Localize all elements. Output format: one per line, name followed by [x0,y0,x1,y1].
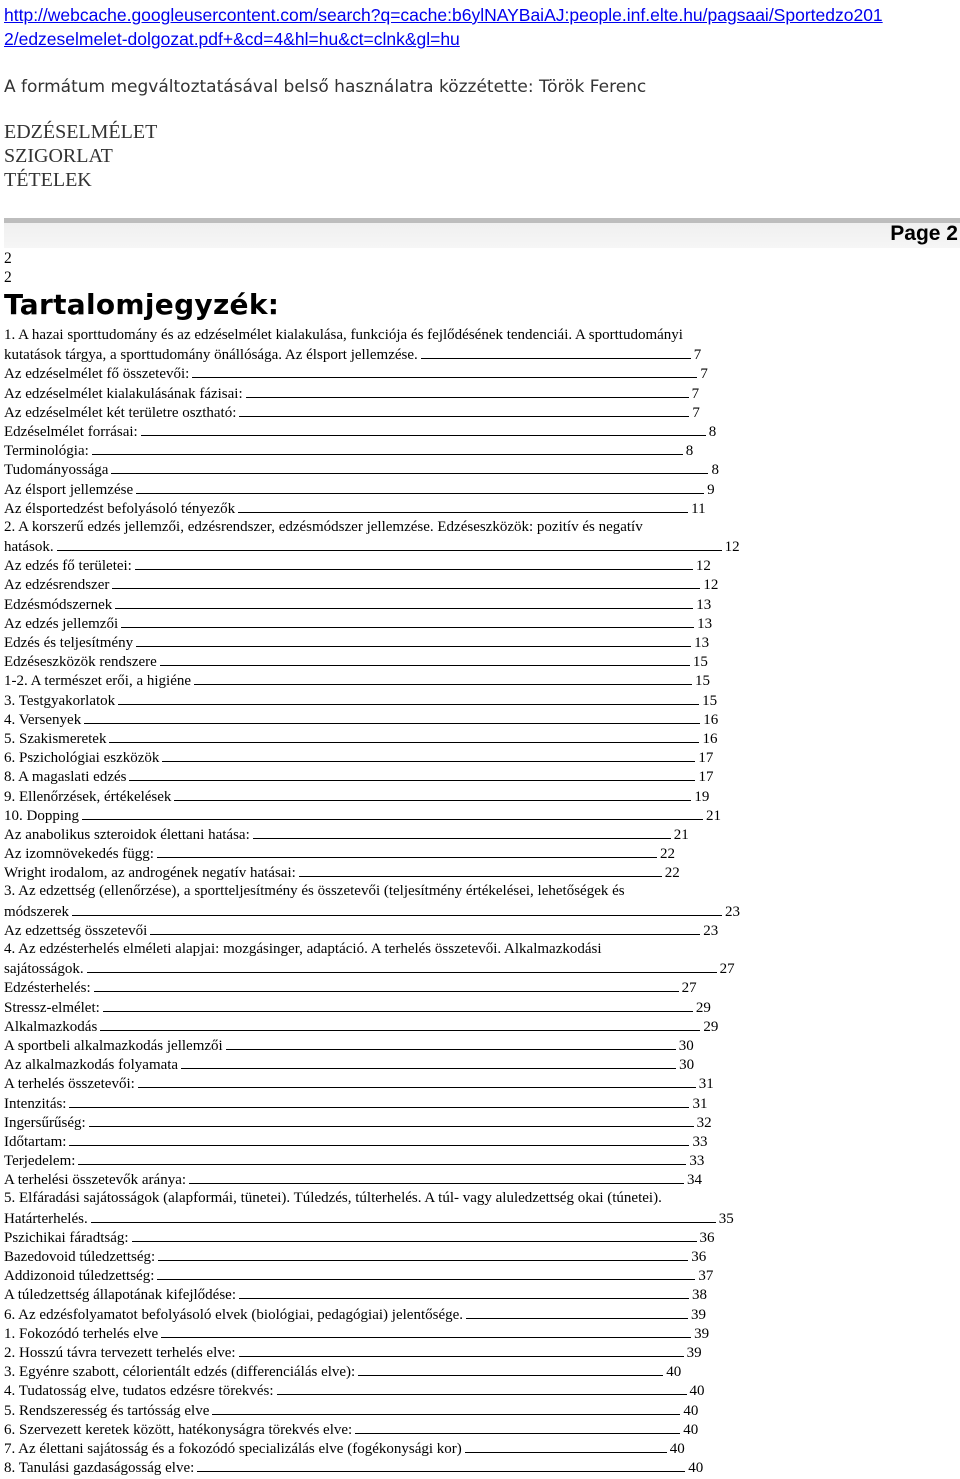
toc-entry-title: kutatások tárgya, a sporttudomány önállósága. Az élsport jellemzése. [4,347,418,364]
toc-page-number: 31 [698,1076,714,1093]
toc-leader-line [132,1228,697,1242]
toc-entry[interactable] [4,1113,754,1132]
toc-entry-title: Terminológia: [4,443,89,460]
toc-leader-line [466,1305,688,1319]
page-label: Page 2 [890,222,958,245]
page-number: 2 [4,250,12,267]
toc-entry-title: 3. Egyénre szabott, célorientált edzés (differenciálás elve): [4,1364,356,1381]
page-separator [4,218,960,248]
toc-entry-title: Alkalmazkodás [4,1018,98,1035]
toc-entry[interactable] [4,959,754,978]
toc-page-number: 8 [685,443,694,460]
toc-leader-line [162,748,695,762]
toc-page-number: 40 [666,1364,682,1381]
toc-page-number: 8 [708,423,717,440]
toc-leader-line [238,499,688,513]
toc-page-number: 32 [696,1114,712,1131]
toc-page-number: 9 [707,481,715,498]
toc-leader-line [194,671,692,685]
toc-leader-line [161,1324,691,1338]
toc-entry-title: hatások. [4,539,54,556]
toc-entry-title: 8. A magaslati edzés [4,769,127,786]
toc-entry-title: 4. Versenyek [4,711,82,728]
toc-page-number: 23 [724,903,740,920]
toc-page-number: 33 [689,1153,705,1170]
toc-entry[interactable] [4,633,754,652]
toc-entry[interactable] [4,1036,754,1055]
toc-entry[interactable] [4,1285,754,1304]
toc-page-number: 29 [703,1018,719,1035]
toc-page-number: 40 [683,1421,699,1438]
toc-entry-title: Ingersűrűség: [4,1114,86,1131]
toc-entry-title: Határterhelés. [4,1210,88,1227]
toc-page-number: 34 [687,1172,703,1189]
toc-entry[interactable] [4,595,754,614]
toc-entry-title: 10. Dopping [4,807,79,824]
toc-page-number: 35 [718,1210,734,1227]
toc-entry-title: Addizonoid túledzettség: [4,1268,155,1285]
toc-leader-line [69,1132,689,1146]
toc-entry-continued[interactable] [4,326,754,345]
toc-entry-title: sajátosságok. [4,961,84,978]
toc-page-number: 39 [694,1325,710,1342]
toc-entry-title: 3. Testgyakorlatok [4,692,116,709]
toc-entry[interactable] [4,1420,754,1439]
toc-entry[interactable] [4,1170,754,1189]
toc-entry-title: Az élsport jellemzése [4,481,134,498]
toc-leader-line [141,422,706,436]
toc-entry-title: Az alkalmazkodás folyamata [4,1057,179,1074]
toc-entry[interactable] [4,1305,754,1324]
toc-entry-title: 6. Szervezett keretek között, hatékonyságra törekvés elve: [4,1421,353,1438]
toc-leader-line [121,614,694,628]
toc-leader-line [212,1401,680,1415]
toc-page-number: 36 [699,1229,715,1246]
toc-entry-title: Az élsportedzést befolyásoló tényezők [4,500,236,517]
toc-leader-line [192,364,697,378]
document-title-line: TÉTELEK [4,169,92,191]
toc-entry-title: 2. A korszerű edzés jellemzői, edzésrendszer, edzésmódszer jellemzése. Edzéseszközök: pozitív és negatív [4,518,643,535]
toc-entry-title: Az edzés jellemzői [4,615,119,632]
toc-page-number: 38 [692,1287,708,1304]
page-number: 2 [4,269,12,286]
toc-leader-line [94,978,679,992]
toc-entry[interactable] [4,345,754,364]
toc-entry[interactable] [4,1458,754,1477]
toc-entry-title: Az edzéselmélet kialakulásának fázisai: [4,385,243,402]
toc-page-number: 21 [673,826,689,843]
toc-entry[interactable] [4,652,754,671]
toc-leader-line [355,1420,680,1434]
toc-entry-title: 3. Az edzettség (ellenőrzése), a sportteljesítmény és összetevői (teljesítmény értékelései, lehetőségek és [4,883,625,900]
toc-entry-title: A terhelési összetevők aránya: [4,1172,187,1189]
toc-leader-line [103,998,693,1012]
toc-entry-title: módszerek [4,903,69,920]
toc-page-number: 22 [659,846,675,863]
toc-leader-line [111,460,708,474]
toc-entry[interactable] [4,921,754,940]
toc-entry-title: Wright irodalom, az androgének negatív hatásai: [4,865,296,882]
toc-leader-line [239,1343,684,1357]
toc-page-number: 40 [689,1383,705,1400]
toc-page-number: 31 [692,1095,708,1112]
toc-page-number: 7 [700,366,708,383]
toc-entry[interactable] [4,825,754,844]
toc-leader-line [87,959,717,973]
document-title-line: SZIGORLAT [4,145,113,167]
toc-leader-line [246,384,689,398]
toc-entry[interactable] [4,671,754,690]
toc-leader-line [189,1170,684,1184]
toc-entry[interactable] [4,1362,754,1381]
toc-leader-line [299,863,662,877]
toc-entry-title: 4. Az edzésterhelés elméleti alapjai: mozgásinger, adaptáció. A terhelés összetevői. Alkalmazkodási [4,941,602,957]
toc-page-number: 15 [702,692,718,709]
toc-entry-title: Az anabolikus szteroidok élettani hatása: [4,826,250,843]
toc-page-number: 39 [691,1306,707,1323]
toc-entry[interactable] [4,691,754,710]
toc-entry-title: Az edzéselmélet fő összetevői: [4,366,190,383]
toc-leader-line [109,729,699,743]
toc-page-number: 16 [703,711,719,728]
toc-entry-title: Tudományossága [4,462,109,479]
toc-entry-title: Edzésmódszernek [4,596,113,613]
toc-entry[interactable] [4,1381,754,1400]
toc-leader-line [226,1036,676,1050]
toc-page-number: 40 [669,1440,685,1457]
toc-page-number: 27 [681,980,697,997]
toc-leader-line [239,403,689,417]
toc-entry-title: Pszichikai fáradtság: [4,1229,129,1246]
toc-entry[interactable] [4,1228,754,1247]
toc-entry-title: Edzésterhelés: [4,980,91,997]
toc-leader-line [358,1362,663,1376]
toc-entry[interactable] [4,556,754,575]
toc-leader-line [160,652,690,666]
toc-entry[interactable] [4,1324,754,1343]
toc-leader-line [57,537,722,551]
toc-entry[interactable] [4,806,754,825]
cache-url-link[interactable] [4,3,956,51]
toc-page-number: 7 [693,347,702,364]
toc-leader-line [129,767,695,781]
toc-entry-title: Az edzéselmélet két területre osztható: [4,404,237,421]
toc-entry-title: Edzéseszközök rendszere [4,654,157,671]
toc-leader-line [118,691,699,705]
toc-page-number: 15 [692,654,708,671]
publisher-notice: A formátum megváltoztatásával belső használatra közzétette: Török Ferenc [4,77,647,97]
toc-leader-line [115,595,693,609]
toc-leader-line [239,1285,689,1299]
toc-entry-continued[interactable] [4,1189,754,1208]
toc-entry-title: Intenzitás: [4,1095,67,1112]
toc-entry[interactable] [4,767,754,786]
toc-entry-title: 2. Hosszú távra tervezett terhelés elve: [4,1344,236,1361]
toc-entry[interactable] [4,1266,754,1285]
toc-leader-line [150,921,700,935]
toc-page-number: 12 [695,558,711,575]
toc-page-number: 17 [698,769,714,786]
toc-leader-line [136,480,704,494]
toc-entry-title: 5. Rendszeresség és tartósság elve [4,1402,210,1419]
toc-entry-title: 9. Ellenőrzések, értékelések [4,788,172,805]
toc-entry[interactable] [4,614,754,633]
toc-leader-line [112,575,700,589]
table-of-contents [4,326,754,1477]
toc-leader-line [197,1458,685,1472]
toc-page-number: 30 [678,1037,694,1054]
toc-leader-line [100,1017,700,1031]
toc-leader-line [135,556,693,570]
toc-leader-line [72,902,722,916]
toc-page-number: 22 [664,865,680,882]
toc-entry[interactable] [4,1074,754,1093]
toc-page-number: 21 [706,807,721,824]
cache-url-line-2: 2/edzeselmelet-dolgozat.pdf+&cd=4&hl=hu&ct=clnk&gl=hu [4,29,460,49]
toc-entry[interactable] [4,460,754,479]
toc-entry-title: 8. Tanulási gazdaságosság elve: [4,1460,195,1477]
toc-leader-line [78,1151,686,1165]
toc-leader-line [138,1074,696,1088]
toc-page-number: 15 [695,673,711,690]
toc-entry-title: 5. Elfáradási sajátosságok (alapformái, tünetei). Túledzés, túlterhelés. A túl- vagy aluledzettség okai (túnetei). [4,1190,662,1207]
toc-page-number: 17 [698,750,714,767]
toc-entry-title: 4. Tudatosság elve, tudatos edzésre törekvés: [4,1383,274,1400]
toc-entry[interactable] [4,480,754,499]
toc-entry-title: 1-2. A természet erői, a higiéne [4,673,192,690]
toc-page-number: 33 [692,1133,708,1150]
toc-page-number: 16 [702,730,718,747]
toc-page-number: 39 [686,1344,702,1361]
document-title [4,120,157,192]
toc-entry[interactable] [4,441,754,460]
toc-entry[interactable] [4,422,754,441]
toc-entry[interactable] [4,1132,754,1151]
toc-entry-title: Az edzésrendszer [4,577,110,594]
toc-page-number: 36 [691,1249,707,1265]
toc-entry-continued[interactable] [4,518,754,537]
toc-leader-line [92,441,683,455]
toc-entry[interactable] [4,384,754,403]
toc-page-number: 8 [711,462,719,479]
toc-entry[interactable] [4,537,754,556]
toc-page-number: 19 [694,788,710,805]
toc-leader-line [157,1266,695,1280]
toc-entry-title: Terjedelem: [4,1153,76,1170]
toc-entry[interactable] [4,1094,754,1113]
toc-page-number: 30 [679,1057,695,1074]
toc-entry-continued[interactable] [4,882,754,901]
toc-entry[interactable] [4,1247,754,1266]
toc-entry-title: A túledzettség állapotának kifejlődése: [4,1287,237,1304]
toc-entry[interactable] [4,748,754,767]
toc-page-number: 40 [688,1460,704,1477]
toc-entry[interactable] [4,1209,754,1228]
toc-leader-line [136,633,691,647]
toc-entry-title: 1. A hazai sporttudomány és az edzéselmélet kialakulása, funkciója és fejlődésének tendenciái. A sporttudományi [4,327,683,343]
toc-entry[interactable] [4,844,754,863]
toc-entry[interactable] [4,1343,754,1362]
toc-entry[interactable] [4,787,754,806]
toc-entry[interactable] [4,1017,754,1036]
toc-entry-title: 7. Az élettani sajátosság és a fokozódó specializálás elve (fogékonysági kor) [4,1440,462,1457]
toc-entry[interactable] [4,403,754,422]
toc-leader-line [82,806,703,820]
toc-page-number: 7 [692,404,700,421]
toc-entry-title: Edzéselmélet forrásai: [4,423,138,440]
toc-leader-line [158,1247,688,1261]
toc-entry-title: Bazedovoid túledzettség: [4,1249,156,1265]
toc-page-number: 13 [694,635,710,651]
toc-page-number: 27 [719,961,735,978]
toc-heading: Tartalomjegyzék: [4,288,280,321]
toc-entry[interactable] [4,1401,754,1420]
toc-leader-line [69,1094,689,1108]
toc-entry-title: 5. Szakismeretek [4,730,107,747]
toc-entry[interactable] [4,1439,754,1458]
toc-entry-title: 6. Az edzésfolyamatot befolyásoló elvek (biológiai, pedagógiai) jelentősége. [4,1306,464,1323]
toc-entry[interactable] [4,1151,754,1170]
toc-entry-continued[interactable] [4,940,754,959]
toc-leader-line [91,1209,716,1223]
toc-leader-line [465,1439,667,1453]
toc-entry[interactable] [4,998,754,1017]
toc-entry-title: Stressz-elmélet: [4,999,100,1016]
toc-page-number: 11 [691,500,706,517]
toc-leader-line [253,825,671,839]
toc-entry-title: 6. Pszichológiai eszközök [4,750,160,767]
toc-leader-line [174,787,691,801]
toc-page-number: 13 [697,615,713,632]
toc-entry[interactable] [4,978,754,997]
cache-url-line-1: http://webcache.googleusercontent.com/search?q=cache:b6ylNAYBaiAJ:people.inf.elte.hu/pagsaai/Sportedzo201 [4,5,883,25]
toc-entry-title: Edzés és teljesítmény [4,635,134,651]
toc-entry-title: Az edzés fő területei: [4,558,132,575]
toc-entry-title: Időtartam: [4,1133,67,1150]
toc-leader-line [421,345,691,359]
toc-entry[interactable] [4,902,754,921]
toc-entry[interactable] [4,1055,754,1074]
toc-entry[interactable] [4,729,754,748]
toc-entry-title: Az izomnövekedés függ: [4,846,154,863]
toc-page-number: 29 [695,999,711,1016]
toc-page-number: 7 [691,385,700,402]
toc-page-number: 12 [724,539,740,556]
toc-entry-title: A terhelés összetevői: [4,1076,135,1093]
toc-page-number: 37 [698,1268,714,1285]
toc-entry[interactable] [4,499,754,518]
toc-leader-line [157,844,657,858]
toc-entry[interactable] [4,710,754,729]
toc-entry-title: 1. Fokozódó terhelés elve [4,1325,159,1342]
toc-entry-title: A sportbeli alkalmazkodás jellemzői [4,1037,223,1054]
toc-page-number: 40 [683,1402,699,1419]
toc-leader-line [84,710,700,724]
document-title-line: EDZÉSELMÉLET [4,121,158,143]
toc-entry[interactable] [4,364,754,383]
toc-leader-line [277,1381,687,1395]
toc-page-number: 23 [703,922,719,939]
toc-entry[interactable] [4,863,754,882]
toc-entry-title: Az edzettség összetevői [4,922,148,939]
toc-leader-line [181,1055,676,1069]
toc-page-number: 13 [696,596,712,613]
toc-page-number: 12 [703,577,719,594]
toc-leader-line [89,1113,694,1127]
toc-entry[interactable] [4,575,754,594]
